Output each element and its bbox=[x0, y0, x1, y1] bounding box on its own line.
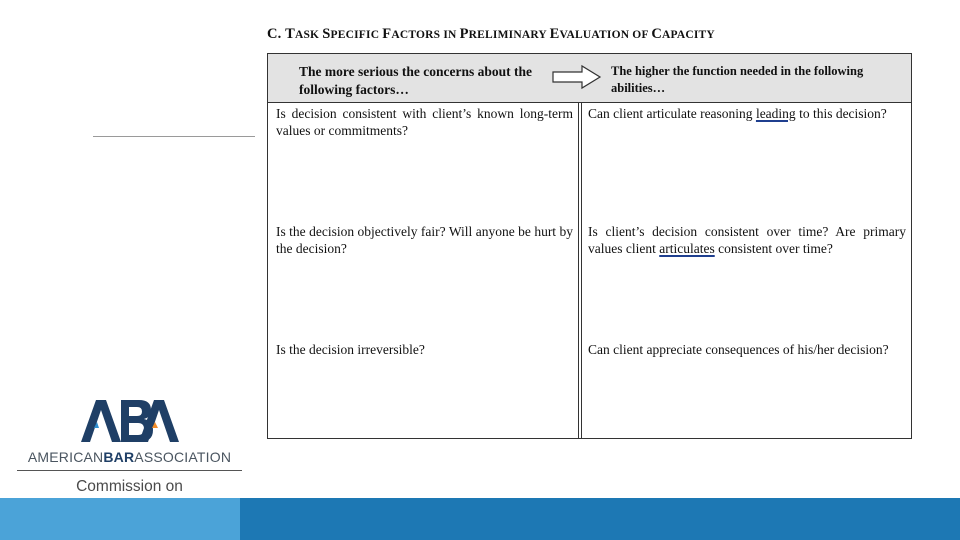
title-seg-2-big: F bbox=[382, 26, 392, 42]
aba-mark-icon bbox=[79, 398, 181, 444]
logo-divider bbox=[17, 470, 242, 471]
title-prefix: C. bbox=[267, 26, 286, 42]
title-seg-3-small: RELIMINARY bbox=[468, 29, 550, 41]
commission-line-1: Commission on bbox=[76, 478, 183, 495]
title-seg-1-small: PECIFIC bbox=[330, 29, 383, 41]
row-3-ability-text: Can client appreciate consequences of his/her decision? bbox=[588, 342, 889, 357]
aba-wordmark-pre: AMERICAN bbox=[27, 449, 104, 465]
right-arrow-icon bbox=[552, 64, 602, 90]
footer-band-accent bbox=[0, 498, 240, 540]
row-2-ability-tail: consistent over time? bbox=[714, 241, 833, 256]
title-seg-4-big: E bbox=[549, 26, 560, 42]
row-1-underlined-word: leading bbox=[755, 106, 796, 121]
title-seg-0-small: ASK bbox=[294, 29, 323, 41]
table-header bbox=[268, 54, 911, 103]
row-1-ability bbox=[588, 105, 906, 122]
row-1-ability-text: Can client articulate reasoning bbox=[588, 106, 756, 121]
document-title bbox=[267, 26, 715, 43]
row-1-factor: Is decision consistent with client’s known long-term values or commitments? bbox=[276, 106, 573, 138]
row-2-ability bbox=[588, 223, 906, 257]
title-seg-1-big: S bbox=[322, 26, 331, 42]
header-left: The more serious the concerns about the following factors… bbox=[299, 64, 532, 97]
row-2-factor: Is the decision objectively fair? Will anyone be hurt by the decision? bbox=[276, 224, 573, 256]
title-seg-5-small: APACITY bbox=[661, 29, 715, 41]
row-1-ability-tail: to this decision? bbox=[795, 106, 887, 121]
title-seg-3-big: P bbox=[459, 26, 469, 42]
title-seg-0-big: T bbox=[285, 26, 295, 42]
capacity-factors-table bbox=[267, 53, 912, 439]
column-divider-inner bbox=[581, 102, 582, 438]
aba-wordmark-post: ASSOCIATION bbox=[134, 449, 232, 465]
title-seg-5-big: C bbox=[651, 26, 662, 42]
row-3-ability bbox=[588, 341, 906, 358]
row-3-factor: Is the decision irreversible? bbox=[276, 342, 425, 357]
column-divider bbox=[578, 102, 579, 438]
title-seg-2-small: ACTORS IN bbox=[391, 29, 460, 41]
row-2-ability-text: Is client’s decision consistent over time? Are primary values client bbox=[588, 224, 906, 256]
left-divider-line bbox=[93, 136, 255, 137]
header-right: The higher the function needed in the following abilities… bbox=[611, 64, 864, 95]
title-seg-4-small: VALUATION OF bbox=[559, 29, 652, 41]
row-2-underlined-word: articulates bbox=[659, 241, 715, 256]
aba-wordmark bbox=[17, 449, 242, 465]
aba-wordmark-bar: BAR bbox=[103, 449, 135, 465]
